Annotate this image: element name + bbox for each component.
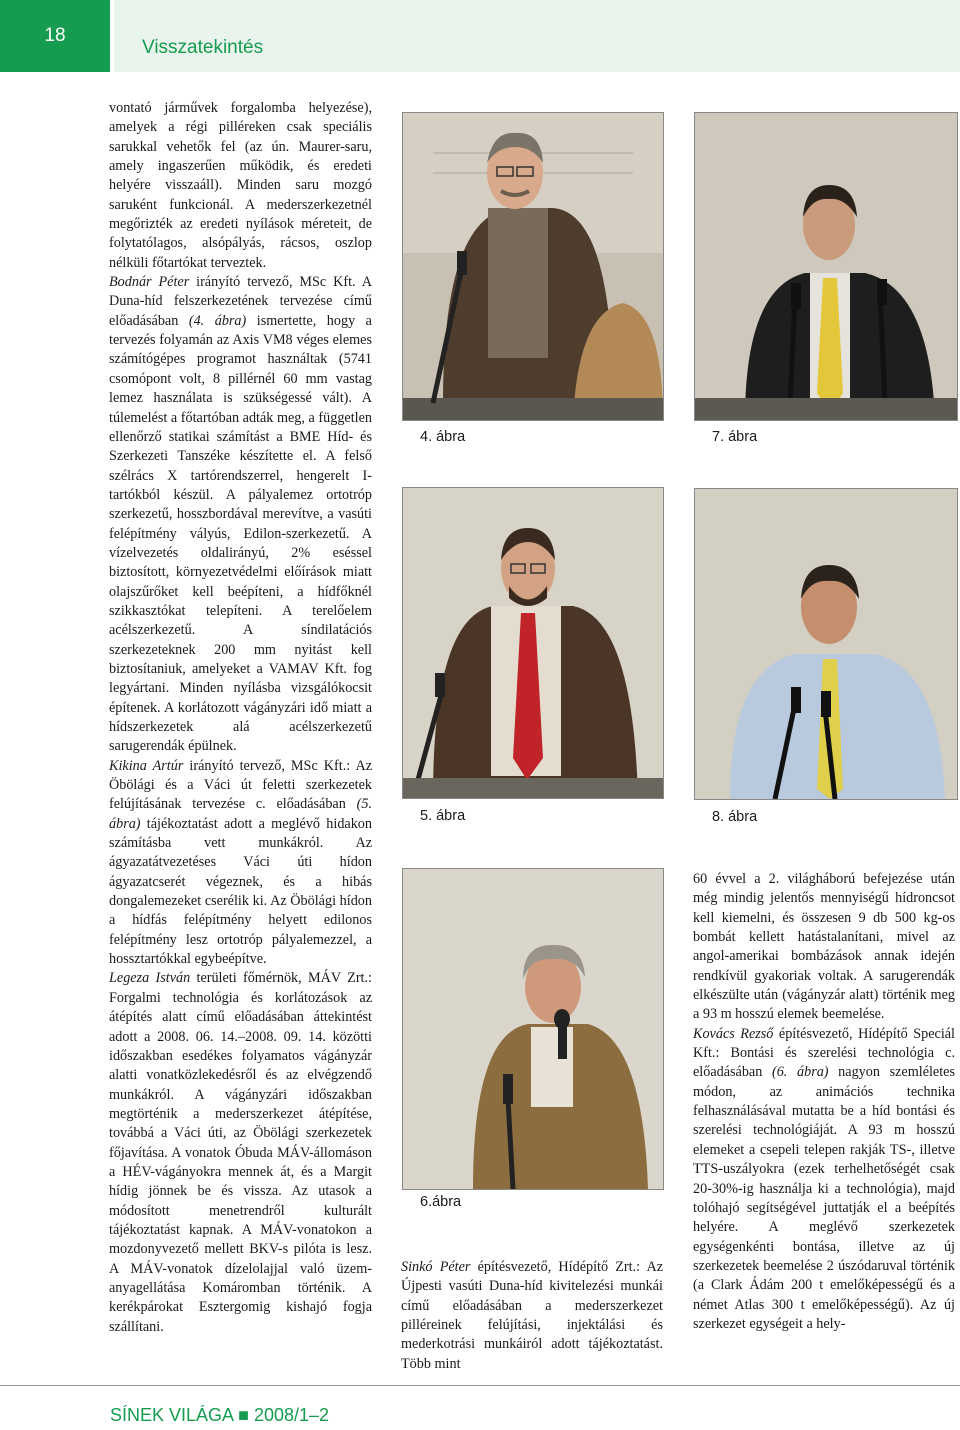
- paragraph: [109, 99, 372, 273]
- photo-figure-4: [402, 112, 664, 421]
- footer-brand: [110, 1405, 329, 1426]
- page-header: [0, 0, 960, 72]
- brand-sinek: SÍNEK: [110, 1405, 165, 1425]
- text-column-3: [693, 870, 955, 1334]
- photo-figure-8: [694, 488, 958, 800]
- speaker-name: Legeza István: [109, 970, 191, 987]
- figure-ref: (6. ábra): [771, 1064, 829, 1081]
- speaker-name: Kikina Artúr: [109, 757, 184, 774]
- figure-caption-6: 6.ábra: [420, 1194, 462, 1210]
- figure-caption-7: 7. ábra: [712, 429, 758, 445]
- speaker-name: Bodnár Péter: [109, 274, 190, 291]
- paragraph-text: vontató járművek forgalomba helyezése), amelyek a régi pilléreken csak speciális sarukkal vehetők fel (az ún. Maurer-saru, amely ingaszerűen működik, és eredeti helyére visszaáll). Minden saru mozgó saruként funkcionál. A mederszerkezetnél megőrizték az eredeti nyílások méreteit, de folytatólagos, alsópályás, rácsos, oszlop nélküli főtartókat terveztek.: [109, 100, 372, 271]
- paragraph: [109, 757, 372, 970]
- speaker-name: Kovács Rezső: [693, 1025, 774, 1042]
- paragraph-text: építésvezető, Hídépítő Speciál Kft.: Bontási és szerelési technológia c. előadásában: [693, 1025, 955, 1081]
- footer-square: ■: [238, 1405, 249, 1425]
- brand-vilaga: VILÁGA: [164, 1405, 234, 1425]
- photo-figure-6: [402, 868, 664, 1190]
- footer-divider: [0, 1385, 960, 1386]
- paragraph-text: irányító tervező, MSc Kft. A Duna-híd felszerkezetének tervezése című előadásában: [109, 274, 372, 329]
- paragraph-text: tájékoztatást adott a meglévő hidakon számításba vett munkákról. Az ágyazatátvezetéses Váci úti hídon ágyazatcserét végeznek, és a hibás dongalemezeket cserélik ki. Az Öbölági hídon a hídfás felépítmény helyett edilonos felépítmény lesz ortotróp pályalemezzel, a hossztartókkal egybeépítve.: [109, 815, 372, 968]
- speaker-name: Sinkó Péter: [401, 1259, 471, 1275]
- photo-figure-5: [402, 487, 664, 799]
- text-column-2: [401, 1258, 663, 1374]
- paragraph: [693, 870, 955, 1025]
- paragraph-text: építésvezető, Hídépítő Zrt.: Az Újpesti vasúti Duna-híd kivitelezési munkái című előadásában a mederszerkezet pilléreinek felújítási, injektálási és mederkotrási munkáiról adott tájékoztatást. Több mint: [401, 1259, 663, 1372]
- issue-number: 2008/1–2: [253, 1405, 330, 1425]
- figure-ref: (4. ábra): [188, 312, 247, 329]
- section-title: Visszatekintés: [142, 37, 264, 58]
- paragraph-text: ismertette, hogy a tervezés folyamán az Axis VM8 véges elemes számítógépes programot használtak (5741 csomópont volt, 8 pillérnél 60 mm vastag lemez használata is szükségessé vált). A túlemelést a főtartóban adták meg, a független ellenőrző statikai számítást a BME Híd- és Szerkezeti Tanszéke készítette el. A felső szélrács X tartórendszerrel, hengerelt I-tartókból készül. A pályalemez ortotróp szerkezetű, hosszbordával merevítve, a vasúti felépítmény vályús, Edilon-szerkezetű. A vízelvezetés oldalirányú, 2% eséssel biztosított, környezetvédelmi előírások miatt olajszűrőket kell beépíteni, a hídfőknél szikkasztókat telepíteni. A terelőelem acélszerkezetű. A síndilatációs szerkezeteknek 200 mm nyitást kell biztosítaniuk, amelyeket a VAMAV Kft. fog legyártani. Minden nyílásba vizsgálókocsit építenek. A korlátozott vágányzári idő miatt a hídszerkezetek alá acélszerkezetű sarugerendák épülnek.: [109, 312, 372, 755]
- paragraph: [693, 1025, 955, 1335]
- figure-caption-8: 8. ábra: [712, 809, 758, 825]
- paragraph-text: területi főmérnök, MÁV Zrt.: Forgalmi technológia és korlátozások az átépítés alatt című előadásában áttekintést adott a 2008. 06. 14.–2008. 09. 14. közötti időszakban esedékes folyamatos vágányzár alatti vonatközlekedésről és az elvégzendő munkákról. A vágányzári időszakban megtörténik a mederszerkezet átépítése, továbbá a Váci úti, az Öbölági szerkezetek főjavítása. A vonatok Óbuda MÁV-állomáson a HÉV-vágányokra mennek át, és a Margit hídig jönnek be és vissza. Az utasok a módosított menetrendről kulturált tájékoztatást kapnak. A MÁV-vonatokon a mozdonyvezető mellett BKV-s pilóta is lesz. A MÁV-vonatok dízelolajjal való üzem-anyagellátása Komáromban történik. A kerékpárokat Esztergomig kishajó fogja szállítani.: [109, 970, 372, 1335]
- paragraph-text: irányító tervező, MSc Kft.: Az Öbölági és a Váci út feletti szerkezetek felújításának tervezése c. előadásában: [109, 757, 372, 813]
- figure-caption-5: 5. ábra: [420, 808, 466, 824]
- paragraph: [109, 969, 372, 1337]
- figure-ref: (5. ábra): [109, 796, 372, 832]
- text-column-1: [109, 99, 372, 1337]
- paragraph-text: 60 évvel a 2. világháború befejezése után még mindig jelentős mennyiségű hídroncsot kell kiemelni, és összesen 9 db 500 kg-os bombát kellett hatástalanítani, mivel az angol-amerikai bombázások annak idején rendkívül gyakoriak voltak. A sarugerendák elkészülte után (vágányzár alatt) történik meg a 93 m hosszú elemek beemelése.: [693, 871, 955, 1023]
- page-number: 18: [0, 0, 110, 72]
- paragraph-text: nagyon szemléletes módon, az animációs technika felhasználásával mutatta be a híd bontási és szerelési technológiáját. A 93 m hosszú elemeket a csepeli telepen rakják TS-, illetve TTS-uszályokra (ezek terhelhetőségét csak 20-30%-ig használja ki a technológia), majd tolóhajó segítségével juttatják el a beépítés helyére. A meglévő szerkezetek egységenkénti bontása, illetve az új szerkezetek beemelése 2 úszódaruval történik (a Clark Ádám 200 t emelőképességű és a német Atlas 300 t emelőképességű). Az új szerkezet egységeit a hely-: [693, 1064, 955, 1332]
- photo-figure-7: [694, 112, 958, 421]
- paragraph: [401, 1258, 663, 1374]
- paragraph: [109, 273, 372, 757]
- figure-caption-4: 4. ábra: [420, 429, 466, 445]
